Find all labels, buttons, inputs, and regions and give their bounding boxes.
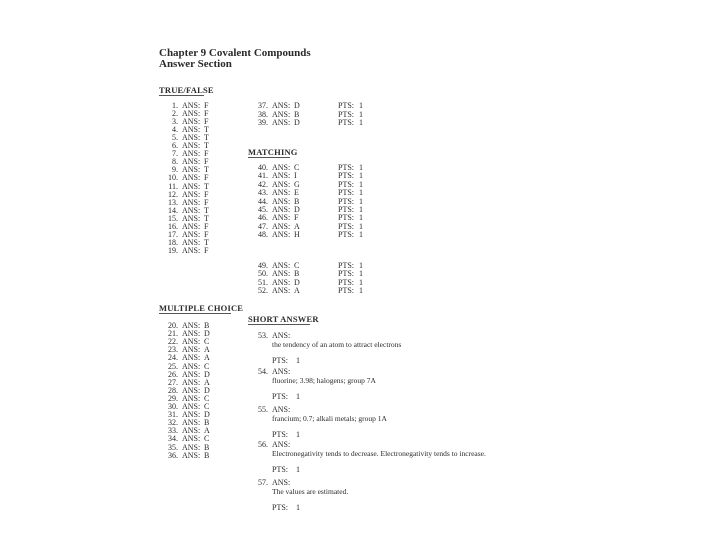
answer-value: A [204,377,210,387]
answer-value: C [204,337,210,347]
question-number: 46. [258,213,268,223]
ans-label: ANS: [272,440,291,449]
answer-value: D [294,205,300,214]
pts-value: 1 [359,109,363,119]
page-subtitle: Answer Section [159,58,232,70]
ans-label: ANS: [182,229,201,239]
ans-label: ANS: [272,213,291,223]
question-number: 6. [172,141,178,151]
question-number: 24. [168,353,178,363]
answer-value: D [294,118,300,127]
answer-value: T [204,165,209,175]
ans-label: ANS: [272,331,291,340]
answer-value: C [204,393,210,403]
question-number: 37. [258,101,268,110]
ans-label: ANS: [182,173,201,183]
pts-value: 1 [359,179,363,189]
ans-label: ANS: [182,402,201,411]
section-heading-truefalse: TRUE/FALSE [159,85,214,95]
ans-label: ANS: [182,418,201,428]
question-number: 10. [168,173,178,183]
pts-label: PTS: [272,392,289,401]
answer-row [244,118,384,128]
answer-value: A [204,426,210,436]
ans-label: ANS: [272,221,291,231]
question-number: 19. [168,245,178,255]
ans-label: ANS: [182,181,201,191]
ans-label: ANS: [182,189,201,199]
question-number: 20. [168,321,178,330]
answer-value: F [204,197,209,207]
pts-value: 1 [296,465,300,474]
pts-label: PTS: [338,101,355,110]
ans-label: ANS: [182,125,201,135]
ans-label: ANS: [182,353,201,363]
answer-value: D [204,369,210,379]
question-number: 23. [168,345,178,355]
question-number: 41. [258,171,268,181]
answer-value: T [204,133,209,143]
ans-label: ANS: [182,109,201,119]
question-number: 49. [258,261,268,270]
ans-label: ANS: [272,179,291,189]
ans-label: ANS: [182,197,201,207]
answer-value: T [204,125,209,135]
pts-value: 1 [359,269,363,279]
ans-label: ANS: [182,329,201,339]
ans-label: ANS: [182,377,201,387]
question-number: 42. [258,179,268,189]
ans-label: ANS: [182,221,201,231]
question-number: 12. [168,189,178,199]
answer-row [244,230,384,240]
pts-label: PTS: [338,196,355,206]
ans-label: ANS: [182,237,201,247]
question-number: 17. [168,229,178,239]
ans-label: ANS: [272,261,291,270]
question-number: 15. [168,213,178,223]
pts-label: PTS: [338,205,355,214]
answer-value: B [294,196,300,206]
ans-label: ANS: [182,141,201,151]
short-answer-text: francium; 0.7; alkali metals; group 1A [272,414,387,423]
short-answer-text: fluorine; 3.98; halogens; group 7A [272,376,376,385]
answer-value: B [204,442,210,452]
question-number: 28. [168,385,178,395]
ans-label: ANS: [182,410,201,420]
question-number: 43. [258,188,268,198]
ans-label: ANS: [182,133,201,143]
pts-value: 1 [296,392,300,401]
pts-value: 1 [359,286,363,296]
pts-label: PTS: [338,109,355,119]
answer-value: F [204,173,209,183]
question-number: 57. [258,478,268,487]
answer-value: C [294,261,300,270]
pts-value: 1 [296,356,300,365]
ans-label: ANS: [182,442,201,452]
answer-value: B [204,321,210,330]
pts-value: 1 [359,261,363,270]
question-number: 56. [258,440,268,449]
question-number: 34. [168,434,178,444]
pts-label: PTS: [338,261,355,270]
answer-value: F [204,101,209,110]
ans-label: ANS: [182,117,201,127]
short-answer-item [244,367,544,403]
answer-row [244,286,384,296]
ans-label: ANS: [182,450,201,460]
question-number: 7. [172,149,178,159]
ans-label: ANS: [272,101,291,110]
question-number: 9. [172,165,178,175]
question-number: 16. [168,221,178,231]
question-number: 14. [168,205,178,215]
question-number: 47. [258,221,268,231]
pts-label: PTS: [272,503,289,512]
short-answer-text: The values are estimated. [272,487,349,496]
ans-label: ANS: [182,165,201,175]
question-number: 54. [258,367,268,376]
short-answer-item [244,440,544,476]
question-number: 50. [258,269,268,279]
question-number: 53. [258,331,268,340]
short-answer-item [244,331,544,367]
answer-value: B [204,418,210,428]
question-number: 48. [258,230,268,240]
pts-value: 1 [359,188,363,198]
ans-label: ANS: [272,118,291,127]
pts-value: 1 [359,171,363,181]
ans-label: ANS: [272,367,291,376]
ans-label: ANS: [272,163,291,172]
pts-label: PTS: [338,286,355,296]
section-underline [159,95,204,96]
answer-value: T [204,181,209,191]
answer-value: T [204,141,209,151]
pts-label: PTS: [338,163,355,172]
question-number: 36. [168,450,178,460]
ans-label: ANS: [272,405,291,414]
pts-value: 1 [296,503,300,512]
question-number: 38. [258,109,268,119]
pts-value: 1 [359,101,363,110]
pts-label: PTS: [338,213,355,223]
pts-value: 1 [296,430,300,439]
pts-value: 1 [359,277,363,287]
answer-value: B [294,109,300,119]
question-number: 44. [258,196,268,206]
answer-value: A [294,286,300,296]
answer-row [154,246,294,256]
ans-label: ANS: [272,196,291,206]
ans-label: ANS: [182,321,201,330]
answer-value: A [204,353,210,363]
pts-value: 1 [359,221,363,231]
short-answer-item [244,405,544,441]
answer-value: D [294,101,300,110]
answer-value: F [204,149,209,159]
question-number: 18. [168,237,178,247]
section-heading-short-answer: SHORT ANSWER [248,314,319,324]
answer-value: E [294,188,299,198]
answer-value: F [204,221,209,231]
section-heading-matching: MATCHING [248,147,298,157]
ans-label: ANS: [182,361,201,371]
ans-label: ANS: [182,385,201,395]
pts-label: PTS: [338,171,355,181]
answer-value: D [204,329,210,339]
ans-label: ANS: [272,230,291,240]
answer-value: F [204,109,209,119]
pts-label: PTS: [272,430,289,439]
answer-value: B [294,269,300,279]
question-number: 3. [172,117,178,127]
ans-label: ANS: [182,157,201,167]
page-title: Chapter 9 Covalent Compounds [159,47,311,59]
pts-label: PTS: [338,277,355,287]
section-heading-multiple-choice: MULTIPLE CHOICE [159,303,244,313]
question-number: 51. [258,277,268,287]
question-number: 8. [172,157,178,167]
answer-value: T [204,213,209,223]
question-number: 55. [258,405,268,414]
answer-value: H [294,230,300,240]
pts-label: PTS: [338,230,355,240]
section-underline [159,313,231,314]
pts-label: PTS: [272,465,289,474]
ans-label: ANS: [182,345,201,355]
short-answer-item [244,478,544,514]
answer-value: F [204,189,209,199]
short-answer-text: the tendency of an atom to attract electrons [272,340,402,349]
question-number: 5. [172,133,178,143]
answer-value: D [294,277,300,287]
pts-value: 1 [359,205,363,214]
ans-label: ANS: [272,205,291,214]
ans-label: ANS: [182,149,201,159]
ans-label: ANS: [272,171,291,181]
answer-value: C [294,163,300,172]
ans-label: ANS: [182,426,201,436]
question-number: 31. [168,410,178,420]
answer-value: G [294,179,300,189]
answer-value: F [204,229,209,239]
question-number: 30. [168,402,178,411]
question-number: 27. [168,377,178,387]
pts-label: PTS: [338,118,355,127]
answer-value: F [204,245,209,255]
question-number: 40. [258,163,268,172]
question-number: 13. [168,197,178,207]
answer-value: A [204,345,210,355]
answer-value: F [294,213,299,223]
ans-label: ANS: [272,478,291,487]
question-number: 35. [168,442,178,452]
question-number: 2. [172,109,178,119]
ans-label: ANS: [272,277,291,287]
answer-value: T [204,237,209,247]
answer-value: I [294,171,297,181]
question-number: 52. [258,286,268,296]
pts-label: PTS: [338,269,355,279]
ans-label: ANS: [272,109,291,119]
pts-label: PTS: [338,221,355,231]
pts-value: 1 [359,118,363,127]
answer-value: C [204,434,210,444]
question-number: 4. [172,125,178,135]
ans-label: ANS: [182,337,201,347]
pts-value: 1 [359,196,363,206]
answer-value: F [204,117,209,127]
short-answer-text: Electronegativity tends to decrease. Electronegativity tends to increase. [272,449,486,458]
answer-value: A [294,221,300,231]
question-number: 25. [168,361,178,371]
answer-value: F [204,157,209,167]
answer-value: C [204,402,210,411]
ans-label: ANS: [182,369,201,379]
question-number: 29. [168,393,178,403]
question-number: 32. [168,418,178,428]
pts-label: PTS: [338,179,355,189]
answer-value: T [204,205,209,215]
ans-label: ANS: [182,434,201,444]
ans-label: ANS: [182,205,201,215]
answer-value: D [204,410,210,420]
answer-value: B [204,450,210,460]
pts-value: 1 [359,230,363,240]
question-number: 22. [168,337,178,347]
pts-label: PTS: [272,356,289,365]
ans-label: ANS: [272,188,291,198]
answer-value: D [204,385,210,395]
ans-label: ANS: [272,269,291,279]
question-number: 33. [168,426,178,436]
ans-label: ANS: [182,245,201,255]
question-number: 21. [168,329,178,339]
question-number: 11. [168,181,178,191]
question-number: 45. [258,205,268,214]
ans-label: ANS: [182,101,201,110]
ans-label: ANS: [182,393,201,403]
question-number: 1. [172,101,178,110]
ans-label: ANS: [182,213,201,223]
ans-label: ANS: [272,286,291,296]
pts-label: PTS: [338,188,355,198]
answer-value: C [204,361,210,371]
question-number: 39. [258,118,268,127]
question-number: 26. [168,369,178,379]
pts-value: 1 [359,213,363,223]
pts-value: 1 [359,163,363,172]
